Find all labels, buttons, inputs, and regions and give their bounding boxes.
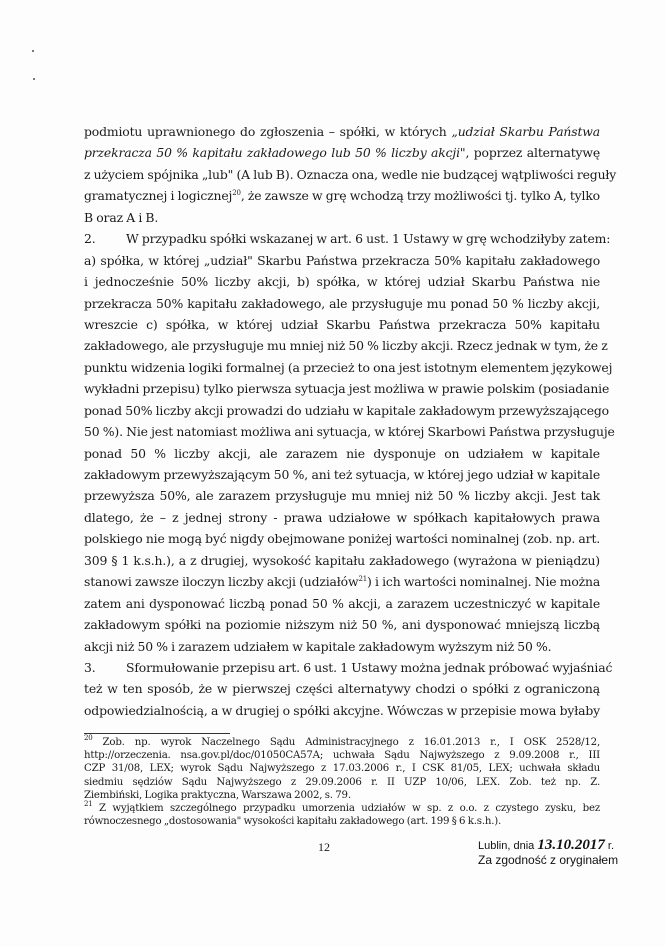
text-segment: ponad 50 % liczby akcji, ale zarazem nie dysponuje on udziałem w kapitale [84, 445, 600, 461]
text-segment: a) spółka, w której „udział" Skarbu Państwa przekracza 50% kapitału zakładowego [84, 252, 600, 268]
body-line [84, 164, 617, 185]
body-line [84, 185, 600, 206]
body-line [84, 293, 600, 314]
body-line [84, 657, 613, 678]
body-line [84, 142, 600, 163]
text-segment: dlatego, że – z jednej strony - prawa udziałowe w spółkach kapitałowych prawa [84, 509, 600, 525]
footnote-ref: 21 [84, 799, 93, 808]
text-segment: odpowiedzialnością, a w drugiej o spółki akcyjne. Wówczas w przepisie mowa byłaby [84, 702, 600, 718]
body-line [84, 250, 600, 271]
body-line [84, 571, 600, 592]
body-line [84, 678, 600, 699]
footnote-ref: 20 [84, 734, 93, 742]
text-segment: podmiotu uprawnionego do zgłoszenia – spółki, w których [84, 124, 452, 139]
text-segment: przewyższa 50%, ale zarazem przysługuje mu mniej niż 50 % liczby akcji. Jest tak [84, 488, 600, 504]
text-segment: stanowi zawsze iloczyn liczby akcji (udziałów [84, 574, 359, 590]
text-segment: z użyciem spójnika „lub" (A lub B). Oznacza ona, wedle nie budzącej wątpliwości reguły [84, 166, 617, 182]
body-line [84, 207, 600, 228]
text-segment: równoczesnego „dostosowania" wysokości kapitału zakładowego (art. 199 § 6 k.s.h.). [84, 816, 502, 828]
text-segment: zakładowym przewyższającym 50 %, ani też sytuacja, w której jego udział w kapitale [84, 467, 600, 482]
quoted-text: przekracza 50 % kapitału zakładowego lub 50 % liczby akcji" [84, 145, 466, 161]
text-segment: , że zawsze w grę wchodzą trzy możliwości tj. tylko A, tylko [240, 188, 600, 204]
page-number: 12 [318, 840, 330, 854]
body-line [84, 443, 600, 464]
text-segment: wykładni przepisu) tylko pierwsza sytuacja jest możliwa w prawie polskim (posiadanie [84, 381, 610, 397]
body-line [84, 357, 613, 378]
body-line [84, 228, 611, 249]
stamp-year-suffix: r. [607, 840, 615, 852]
body-line [84, 700, 600, 721]
stamp-handwritten-date: 13.10.2017 [537, 837, 605, 853]
body-line [84, 636, 600, 657]
body-line [84, 400, 609, 421]
quoted-text: „udział Skarbu Państwa [451, 124, 600, 139]
section-number: 3. [84, 659, 96, 675]
footnote-line [84, 736, 600, 749]
text-segment: akcji niż 50 % i zarazem udziałem w kapitale zakładowym wyższym niż 50 %. [84, 638, 552, 654]
section-number: 2. [84, 231, 96, 247]
footnote-line [84, 799, 600, 815]
text-segment: gramatycznej i logicznej [84, 188, 233, 204]
body-line [84, 378, 610, 399]
stamp-place-label: Lublin, dnia [478, 840, 535, 852]
text-segment: wreszcie c) spółka, w której udział Skarbu Państwa przekracza 50% kapitału [84, 316, 600, 332]
body-line [84, 121, 600, 142]
footnote-line [84, 815, 600, 828]
text-segment: ponad 50% liczby akcji prowadzi do udziału w kapitale zakładowym przewyższającego [84, 402, 609, 418]
text-segment: Z wyjątkiem szczególnego przypadku umorzenia udziałów w sp. z o.o. z czystego zysku, bez [92, 802, 600, 814]
footnote-line [84, 776, 600, 789]
scan-speck [33, 78, 35, 80]
body-line [84, 314, 600, 335]
text-segment: 50 %). Nie jest natomiast możliwa ani sytuacja, w której Skarbowi Państwa przysługuje [84, 424, 615, 440]
body-line [84, 485, 600, 506]
certification-stamp [478, 838, 618, 867]
footnote-line [84, 762, 600, 775]
body-line [84, 421, 615, 442]
text-segment: zakładowego, ale przysługuje mu mniej niż 50 % liczby akcji. Rzecz jednak w tym, że z [84, 338, 608, 354]
text-segment: Sformułowanie przepisu art. 6 ust. 1 Ustawy można jednak próbować wyjaśniać [126, 659, 613, 675]
text-segment: CZP 31/08, LEX; wyrok Sądu Najwyższego z 17.03.2006 r., I CSK 81/05, LEX; uchwała składu [84, 763, 600, 775]
body-line [84, 507, 600, 528]
footnote-ref: 21 [358, 575, 368, 584]
text-segment: Ziembiński, Logika praktyczna, Warszawa 2002, s. 79. [84, 789, 351, 801]
body-line [84, 528, 600, 549]
text-segment: polskiego nie mogą być nigdy obejmowane poniżej wartości nominalnej (zob. np. art. [84, 531, 601, 547]
footnote-separator [84, 733, 230, 734]
text-segment: ) i ich wartości nominalnej. Nie można [367, 574, 601, 590]
body-line [84, 593, 600, 614]
footnote-ref: 20 [232, 189, 241, 198]
body-line [84, 614, 600, 635]
body-line [84, 271, 600, 292]
text-segment: , poprzez alternatywę [465, 145, 601, 161]
text-segment: siedmiu sędziów Sądu Najwyższego z 29.09.2006 r. II UZP 10/06, LEX. Zob. też np. Z. [84, 776, 600, 788]
text-segment: zatem ani dysponować liczbą ponad 50 % akcji, a zarazem uczestniczyć w kapitale [84, 595, 600, 611]
text-segment: przekracza 50% kapitału zakładowego, ale przysługuje mu ponad 50 % liczby akcji, [84, 295, 600, 311]
text-segment: punktu widzenia logiki formalnej (a przecież to ona jest istotnym elementem językowej [84, 359, 613, 375]
text-segment: W przypadku spółki wskazanej w art. 6 ust. 1 Ustawy w grę wchodziłyby zatem: [126, 231, 611, 247]
text-segment: i jednocześnie 50% liczby akcji, b) spółka, w której udział Skarbu Państwa nie [84, 274, 600, 290]
text-segment: 309 § 1 k.s.h.), a z drugiej, wysokość kapitału zakładowego (wyrażona w pieniądzu) [84, 552, 600, 568]
footnote-line [84, 749, 600, 762]
text-segment: B oraz A i B. [84, 209, 159, 225]
body-line [84, 550, 600, 571]
footnotes [84, 736, 600, 828]
text-segment: http://orzeczenia. nsa.gov.pl/doc/01050CA57A; uchwała Sądu Najwyższego z 9.09.2008 r., III [84, 750, 600, 762]
stamp-certification-text: Za zgodność z oryginałem [478, 853, 619, 867]
scan-speck [32, 50, 34, 52]
body-line [84, 335, 608, 356]
footnote-line [84, 789, 600, 802]
body-line [84, 464, 600, 485]
body-text [84, 121, 617, 721]
text-segment: zakładowym spółki na poziomie niższym niż 50 %, ani dysponować mniejszą liczbą [84, 617, 600, 633]
text-segment: też w ten sposób, że w pierwszej części alternatywy chodzi o spółki z ograniczoną [84, 681, 600, 697]
text-segment: Zob. np. wyrok Naczelnego Sądu Administracyjnego z 16.01.2013 r., I OSK 2528/12, [92, 737, 600, 748]
